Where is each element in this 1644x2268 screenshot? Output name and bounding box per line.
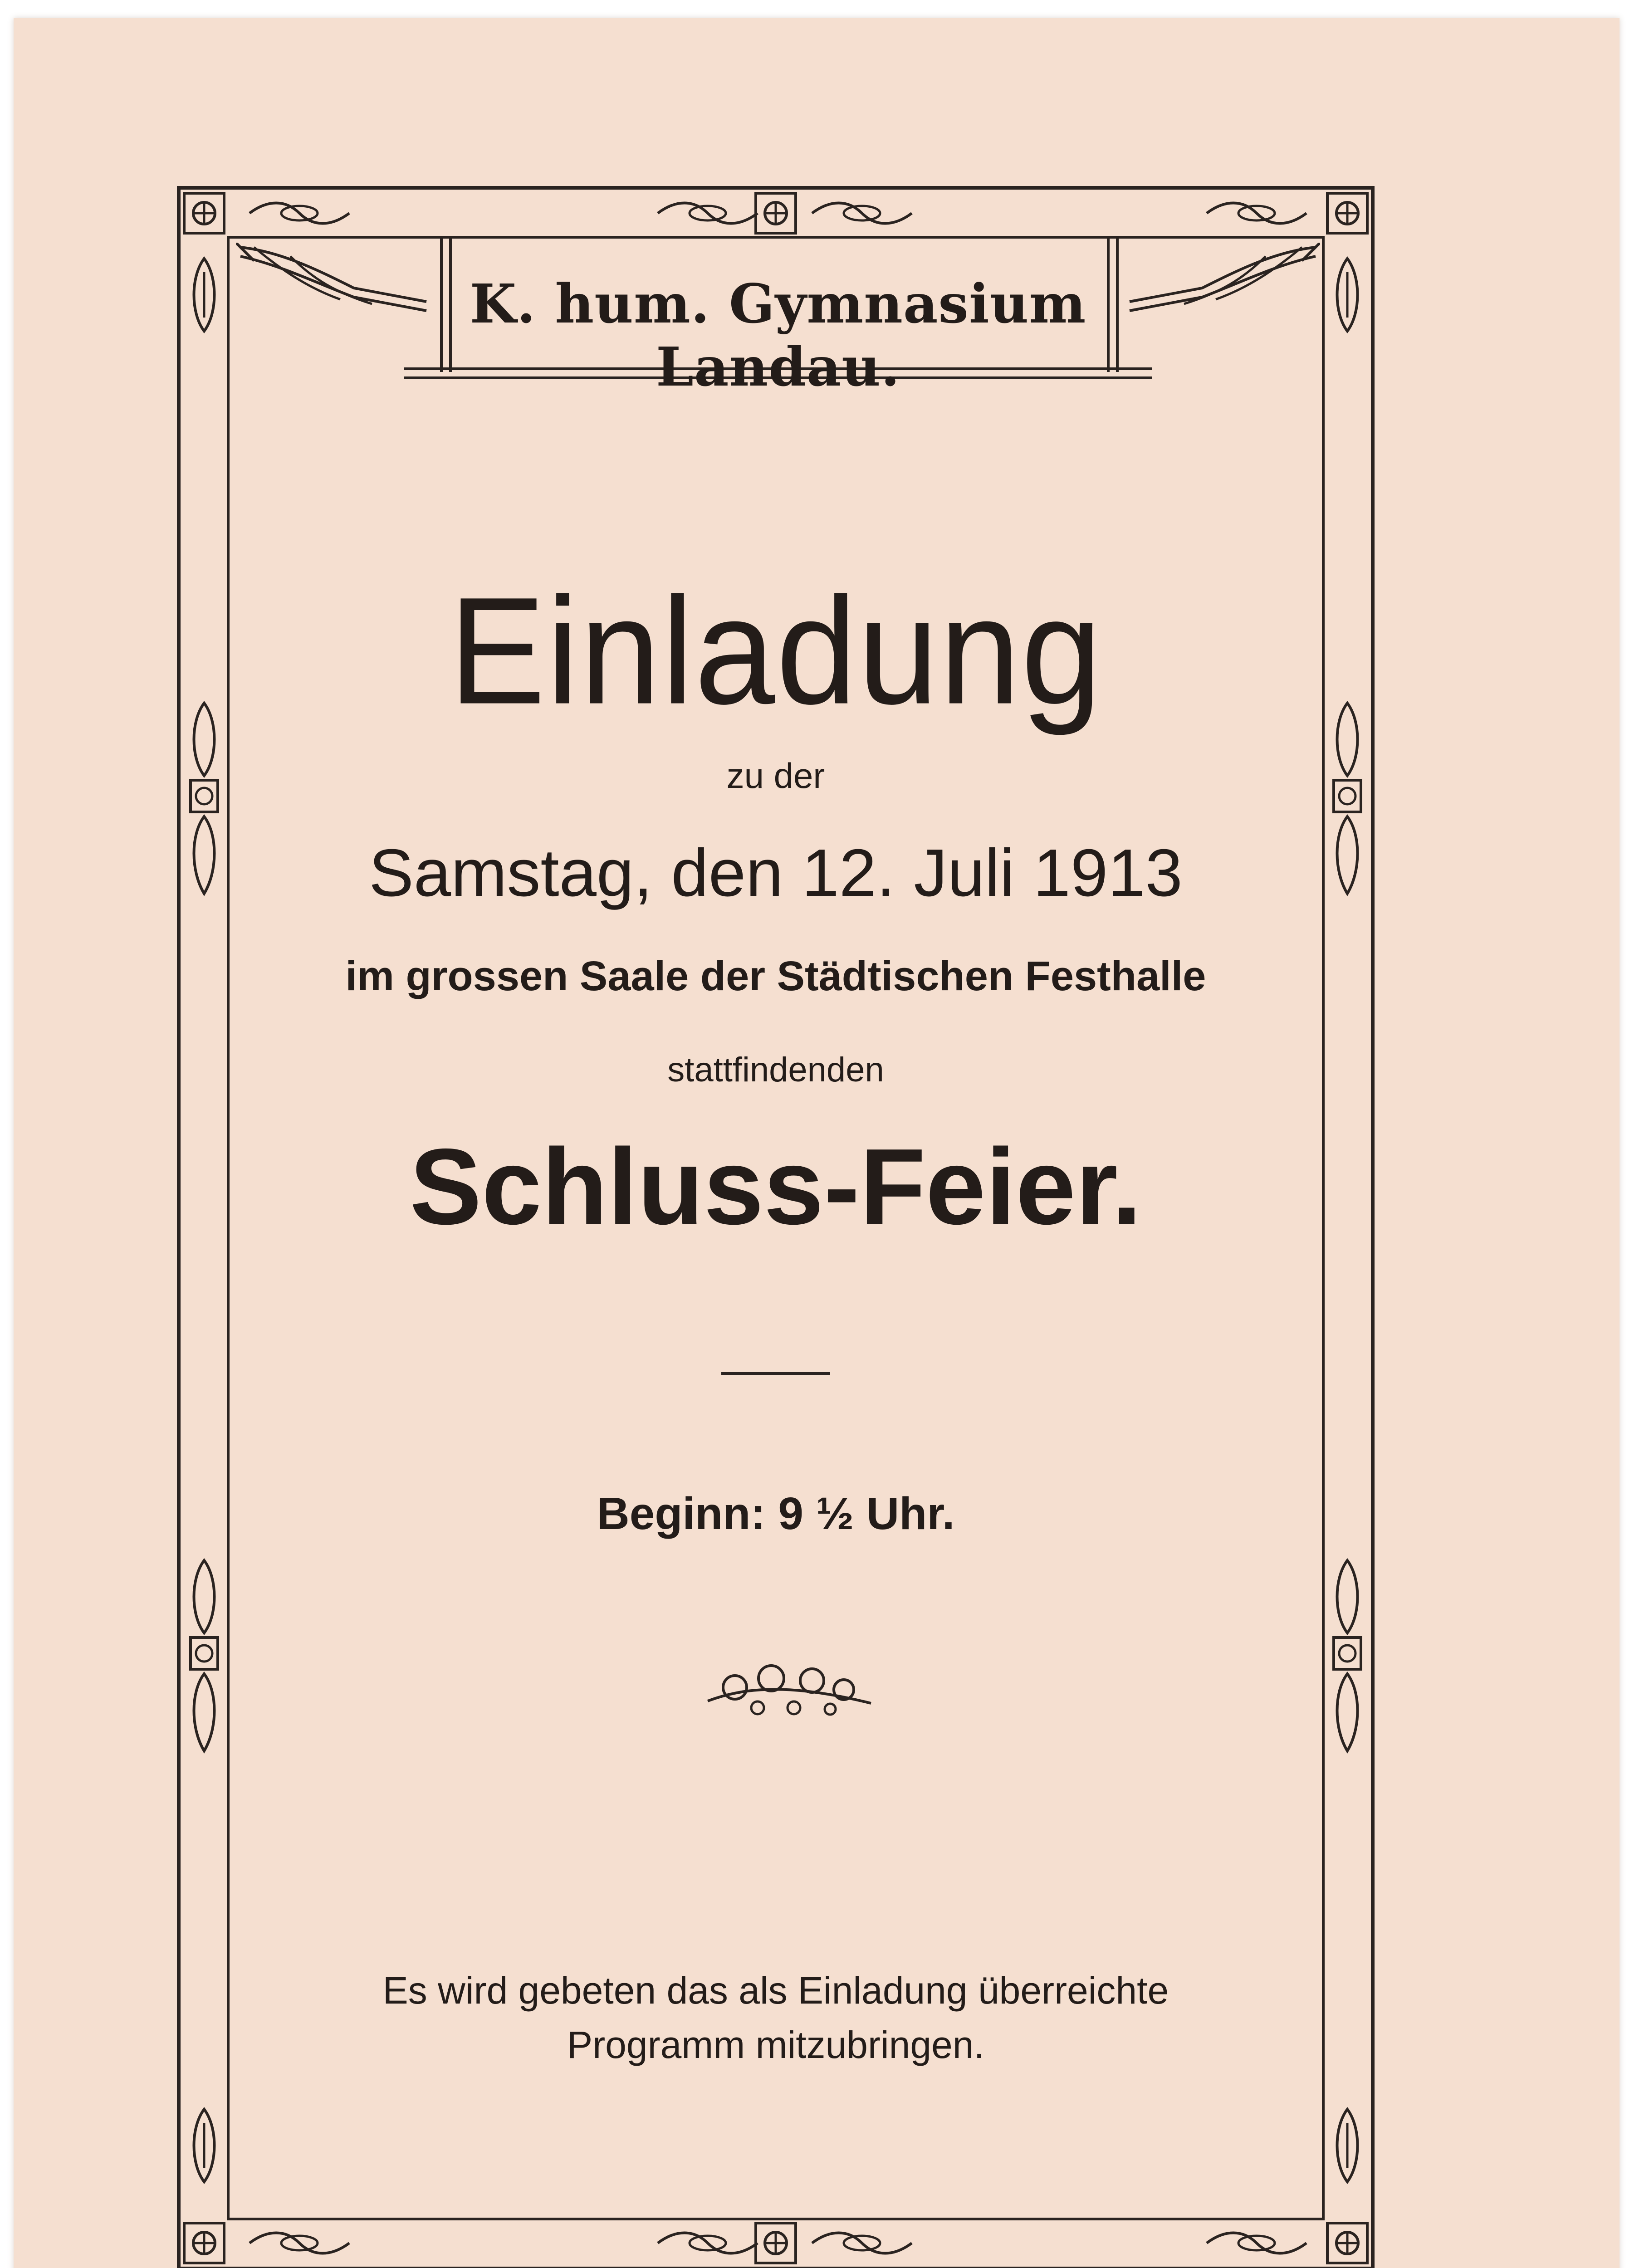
invitation-title: Einladung (449, 565, 1103, 736)
event-venue: im grossen Saale der Städtischen Festhalle (345, 953, 1206, 999)
flourish-top-left (245, 197, 354, 229)
school-header-box (431, 236, 1125, 398)
floral-ornament (699, 1660, 880, 1719)
flourish-bottom-right (1202, 2227, 1311, 2259)
note-line-1: Es wird gebeten das als Einladung überreichte (382, 1969, 1169, 2012)
center-ornament-bottom (753, 2220, 798, 2266)
event-name: Schluss-Feier. (410, 1127, 1142, 1247)
side-ornament-left-upper-middle (188, 699, 220, 898)
corner-ornament-top-left (181, 191, 227, 236)
flourish-bottom-center-right (807, 2227, 916, 2259)
center-ornament-top (753, 191, 798, 236)
separator-rule (721, 1372, 830, 1375)
school-name: K. hum. Gymnasium Landau. (470, 272, 1086, 398)
ribbon-swag-left (236, 243, 431, 320)
note-line-2: Programm mitzubringen. (567, 2024, 984, 2066)
side-ornament-right-lower-middle (1331, 1556, 1363, 1755)
paper-sheet (14, 18, 1620, 2268)
flourish-top-right (1202, 197, 1311, 229)
start-time: Beginn: 9 ½ Uhr. (597, 1488, 955, 1539)
connector-text: zu der (726, 756, 825, 796)
side-ornament-right-top (1331, 254, 1363, 336)
side-ornament-left-top (188, 254, 220, 336)
event-date: Samstag, den 12. Juli 1913 (369, 836, 1183, 910)
ribbon-swag-right (1125, 243, 1320, 320)
flourish-bottom-left (245, 2227, 354, 2259)
side-ornament-left-bottom (188, 2105, 220, 2186)
side-ornament-left-lower-middle (188, 1556, 220, 1755)
connector-text-2: stattfindenden (667, 1051, 884, 1089)
flourish-top-center-left (653, 197, 762, 229)
corner-ornament-top-right (1325, 191, 1370, 236)
flourish-bottom-center-left (653, 2227, 762, 2259)
side-ornament-right-upper-middle (1331, 699, 1363, 898)
corner-ornament-bottom-right (1325, 2220, 1370, 2266)
corner-ornament-bottom-left (181, 2220, 227, 2266)
side-ornament-right-bottom (1331, 2105, 1363, 2186)
flourish-top-center-right (807, 197, 916, 229)
